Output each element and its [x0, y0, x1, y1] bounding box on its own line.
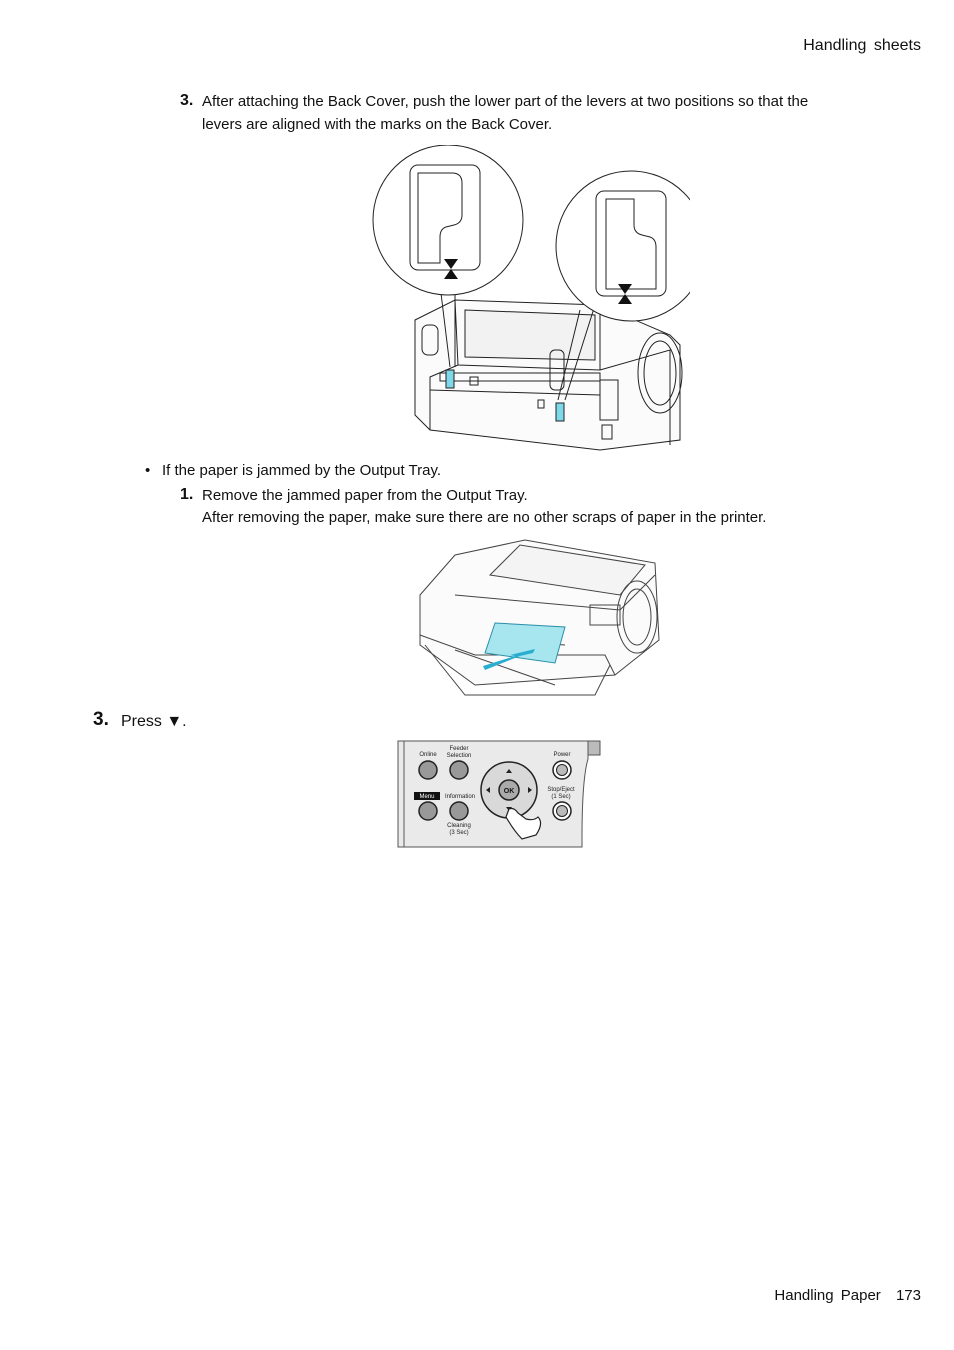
feeder-selection-label: Feeder [449, 746, 469, 752]
control-panel-illustration [396, 739, 604, 849]
bullet-text: If the paper is jammed by the Output Tray. [162, 462, 442, 479]
online-label: Online [419, 752, 437, 758]
stop-eject-label: Stop/Eject [547, 787, 575, 793]
page-number: 173 [895, 1287, 921, 1304]
power-label: Power [553, 752, 571, 758]
back-cover-levers-illustration [370, 145, 690, 455]
cleaning-label: (3 Sec) [449, 830, 469, 836]
footer-section: Handling Paper [774, 1287, 881, 1304]
step-number: 1. [180, 486, 194, 503]
step-instruction-line: After attaching the Back Cover, push the lower part of the levers at two positions so that the [202, 93, 809, 110]
page-footer [774, 1287, 921, 1304]
menu-label: Menu [419, 794, 435, 800]
step-instruction-line: After removing the paper, make sure there are no other scraps of paper in the printer. [202, 509, 767, 526]
output-tray-jam-illustration [415, 535, 663, 697]
step-instruction-line: Remove the jammed paper from the Output Tray. [202, 487, 528, 504]
cleaning-label: Cleaning [447, 823, 471, 829]
stop-eject-label: (1 Sec) [551, 794, 571, 800]
step-instruction-line: levers are aligned with the marks on the Back Cover. [202, 116, 553, 133]
bullet-marker: • [145, 462, 151, 479]
step-number: 3. [180, 92, 194, 109]
ok-label: OK [503, 788, 515, 795]
information-label: Information [444, 794, 476, 800]
running-header: Handling sheets [803, 37, 921, 54]
step-instruction: Press ▼. [121, 713, 187, 730]
step-number: 3. [93, 709, 109, 730]
feeder-selection-label: Selection [446, 753, 472, 759]
